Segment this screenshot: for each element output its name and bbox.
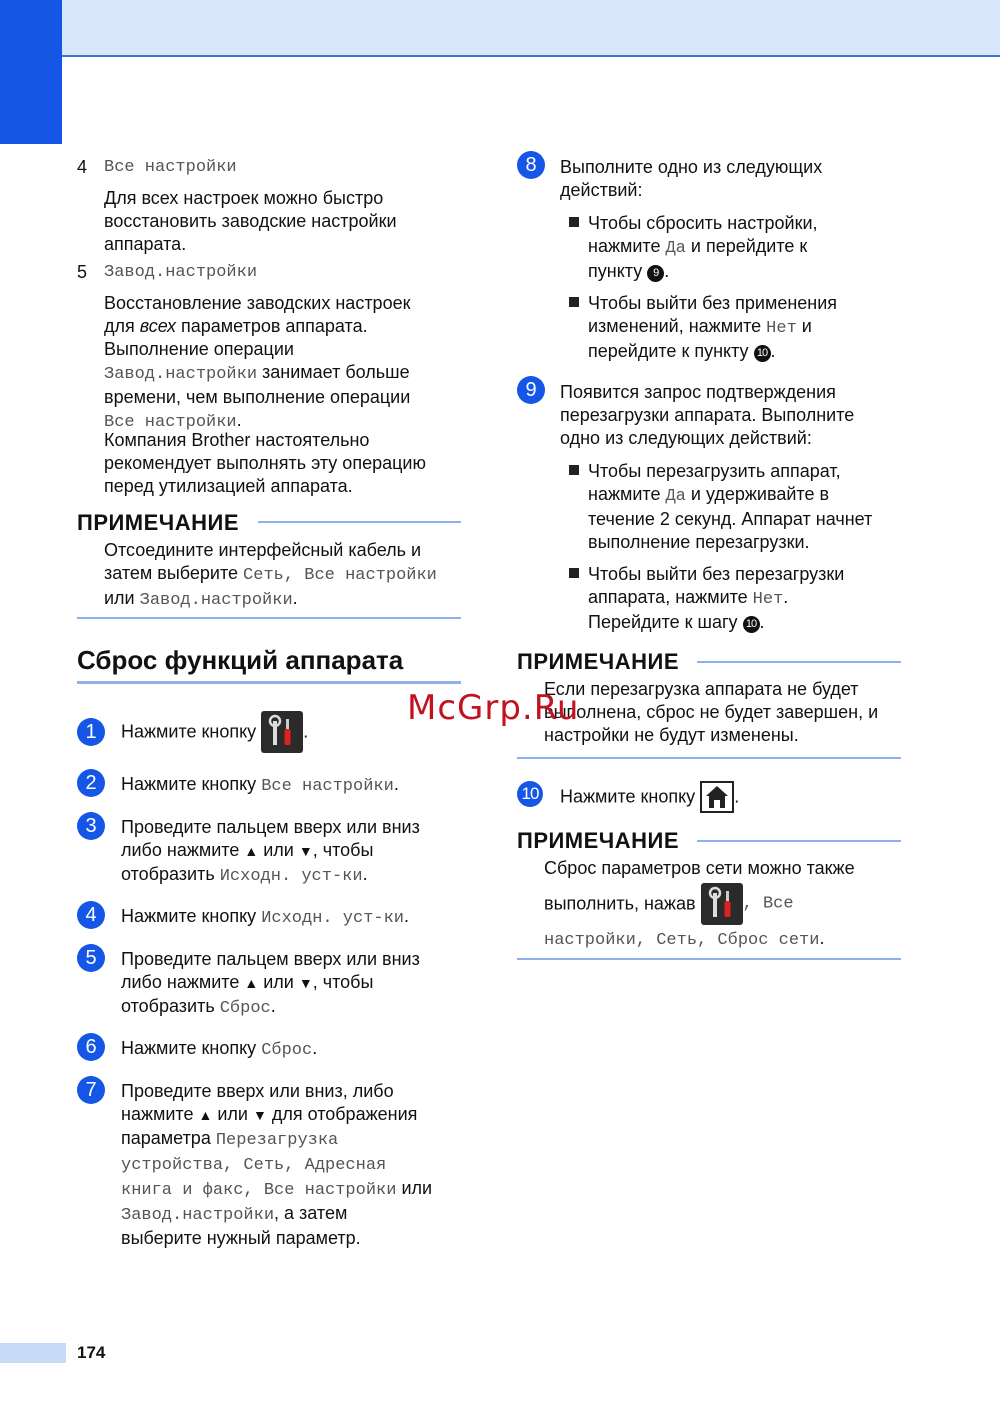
step-6-badge: 6 [77,1033,105,1061]
step-8-option-1: Чтобы сбросить настройки, нажмите Да и перейдите к пункту 9 . [588,213,818,281]
step-ref-10: 10 [743,616,760,633]
step-9-badge: 9 [517,376,545,404]
step-3-text: Проведите пальцем вверх или вниз либо нажмите ▲ или ▼, чтобы отобразить Исходн. уст-ки. [121,817,420,886]
step-10-text: Нажмите кнопку . [560,781,739,813]
item-4-number: 4 [77,157,88,177]
step-ref-9: 9 [647,265,664,282]
item-5-recommendation: Компания Brother настоятельно рекомендует выполнять эту операцию перед утилизацией аппарата. [104,430,426,496]
step-8-option-2: Чтобы выйти без применения изменений, нажмите Нет и перейдите к пункту 10 . [588,293,838,361]
bullet [569,465,579,475]
step-5-badge: 5 [77,944,105,972]
step-3-badge: 3 [77,812,105,840]
note-body-line-2: выполнить, нажав , Все [544,883,914,925]
bullet [569,568,579,578]
step-9-option-1: Чтобы перезагрузить аппарат, нажмите Да и удерживайте в течение 2 секунд. Аппарат начнет выполнение перезагрузки. [588,461,873,552]
step-6-text: Нажмите кнопку Сброс. [121,1038,318,1060]
step-10-badge: 10 [517,781,543,807]
step-2-text: Нажмите кнопку Все настройки. [121,774,399,796]
header-band [62,0,1000,57]
step-8-badge: 8 [517,151,545,179]
note-title: ПРИМЕЧАНИЕ [77,510,240,535]
note-body-line-3: настройки, Сеть, Сброс сети. [544,928,825,950]
item-4-code: Все настройки [104,158,237,177]
home-icon[interactable] [700,781,734,813]
step-8-text: Выполните одно из следующих действий: [560,157,823,200]
step-4-text: Нажмите кнопку Исходн. уст-ки. [121,906,410,928]
settings-tools-icon[interactable] [701,883,743,925]
step-9-option-2: Чтобы выйти без перезагрузки аппарата, нажмите Нет. Перейдите к шагу 10 . [588,564,845,632]
page-number: 174 [77,1343,106,1362]
note-rule [697,661,901,663]
item-5-description: Восстановление заводских настроек для всех параметров аппарата. Выполнение операции Завод.настройки занимает больше времени, чем выполнение операции Все настройки. [104,293,411,432]
step-9-text: Появится запрос подтверждения перезагрузки аппарата. Выполните одно из следующих действий: [560,382,855,448]
bullet [569,297,579,307]
note-bottom-rule [517,757,901,759]
page-number-band [0,1343,66,1363]
item-5-number: 5 [77,262,88,282]
note-title: ПРИМЕЧАНИЕ [517,828,680,853]
note-title: ПРИМЕЧАНИЕ [517,649,680,674]
note-body: Если перезагрузка аппарата не будет выполнена, сброс не будет завершен, и настройки не будут изменены. [544,679,879,745]
step-7-text: Проведите вверх или вниз, либо нажмите ▲ или ▼ для отображения параметра Перезагрузка устройства, Сеть, Адресная книга и факс, Все настройки или Завод.настройки, а затем выберите нужный параметр. [121,1081,433,1248]
item-5-code: Завод.настройки [104,263,258,282]
step-5-text: Проведите пальцем вверх или вниз либо нажмите ▲ или ▼, чтобы отобразить Сброс. [121,949,420,1018]
note-body: Отсоедините интерфейсный кабель и затем выберите Сеть, Все настройки или Завод.настройки. [104,540,437,610]
item-4-description: Для всех настроек можно быстро восстановить заводские настройки аппарата. [104,188,397,254]
settings-tools-icon[interactable] [261,711,303,753]
note-bottom-rule [517,958,901,960]
note-rule [697,840,901,842]
bullet [569,217,579,227]
step-7-badge: 7 [77,1076,105,1104]
note-bottom-rule [77,617,461,619]
step-1-badge: 1 [77,718,105,746]
step-4-badge: 4 [77,901,105,929]
side-tab [0,0,62,144]
section-rule [77,681,461,684]
section-title: Сброс функций аппарата [77,645,404,675]
watermark: McGrp.Ru [407,688,580,728]
step-1-text: Нажмите кнопку . [121,711,308,753]
note-body-line-1: Сброс параметров сети можно также [544,858,855,878]
note-rule [258,521,461,523]
step-2-badge: 2 [77,769,105,797]
step-ref-10: 10 [754,345,771,362]
